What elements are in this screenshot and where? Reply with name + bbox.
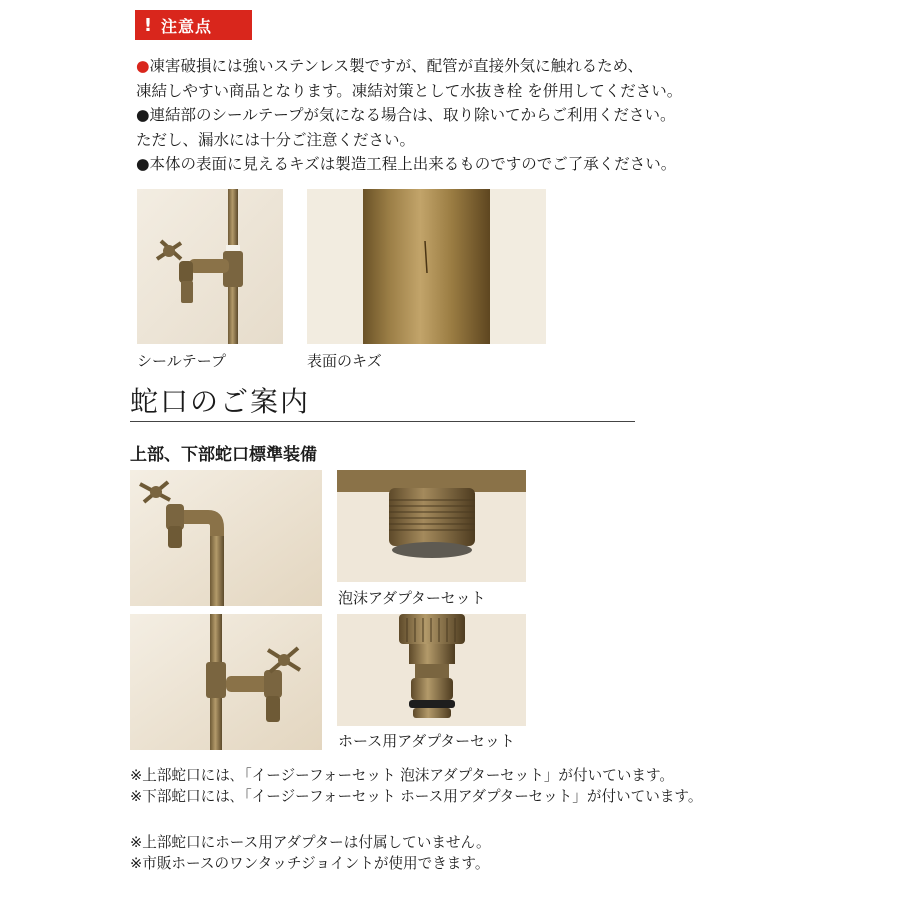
seal-tape-photo <box>137 189 283 344</box>
section-divider <box>130 421 635 422</box>
note-line-4: ただし、漏水には十分ご注意ください。 <box>136 130 416 149</box>
foam-adapter-caption: 泡沫アダプターセット <box>338 589 486 607</box>
lower-faucet-photo <box>130 614 322 750</box>
note-line-3: ●連結部のシールテープが気になる場合は、取り除いてからご利用ください。 <box>136 106 676 125</box>
surface-scratch-caption: 表面のキズ <box>307 352 382 370</box>
foam-adapter-photo <box>337 470 526 582</box>
red-bullet-icon: ● <box>136 57 150 75</box>
note-line-2: 凍結しやすい商品となります。凍結対策として水抜き栓 を併用してください。 <box>136 81 683 100</box>
hose-adapter-caption: ホース用アダプターセット <box>338 732 515 750</box>
note-line-5: ●本体の表面に見えるキズは製造工程上出来るものですのでご了承ください。 <box>136 155 677 174</box>
note-line-1: ●凍害破損には強いステンレス製ですが、配管が直接外気に触れるため、 <box>136 57 643 75</box>
section-title: 蛇口のご案内 <box>130 385 311 418</box>
footnote-2: ※下部蛇口には､「イージーフォーセット ホース用アダプターセット」が付いています。 <box>130 788 703 805</box>
upper-faucet-photo <box>130 470 322 606</box>
hose-adapter-photo <box>337 614 526 726</box>
surface-scratch-photo <box>307 189 546 344</box>
caution-title: 注意点 <box>161 16 213 36</box>
exclamation-icon: ! <box>143 14 153 36</box>
footnote-1: ※上部蛇口には､「イージーフォーセット 泡沫アダプターセット」が付いています。 <box>130 767 674 784</box>
subsection-title: 上部、下部蛇口標準装備 <box>130 445 317 465</box>
footnote-4: ※市販ホースのワンタッチジョイントが使用できます。 <box>130 855 490 872</box>
caution-badge <box>135 10 252 40</box>
footnote-3: ※上部蛇口にホース用アダプターは付属していません。 <box>130 834 491 851</box>
caution-notes <box>136 54 816 177</box>
seal-tape-caption: シールテープ <box>137 352 226 370</box>
